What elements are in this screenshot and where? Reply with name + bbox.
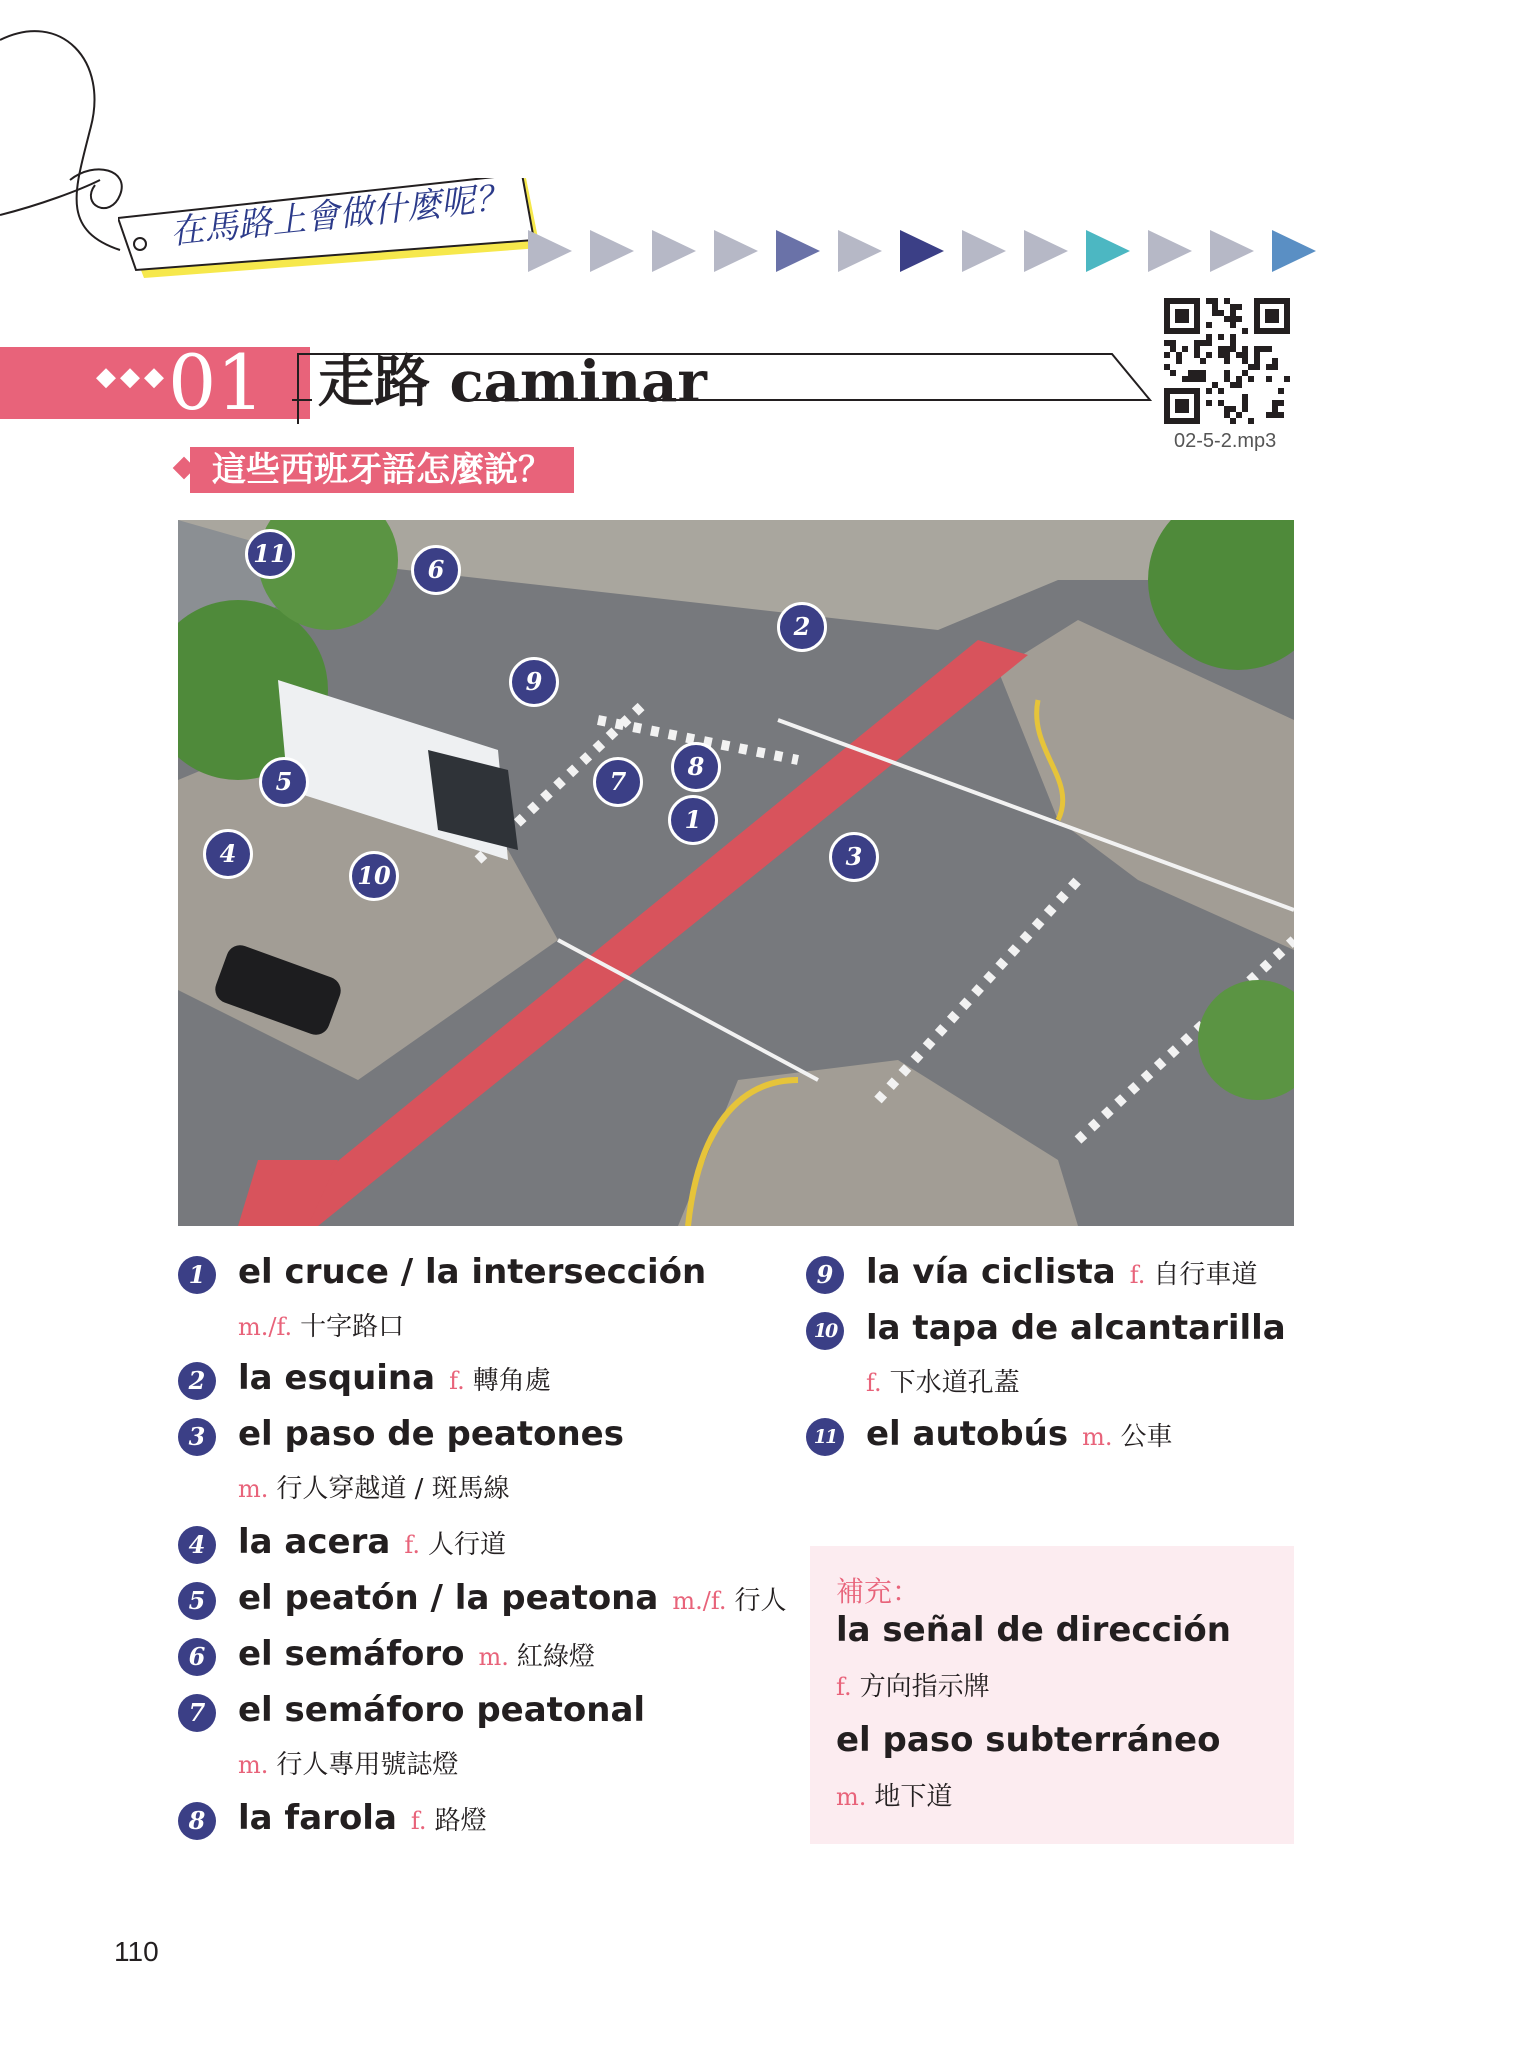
audio-filename: 02-5-2.mp3	[1174, 430, 1277, 452]
vocab-gender: m.	[1082, 1423, 1113, 1451]
supplement-meaning: 方向指示牌	[859, 1672, 990, 1702]
triangle-decoration	[838, 230, 882, 272]
vocab-term: el paso de peatones	[238, 1414, 624, 1454]
vocab-number-badge: 1	[178, 1256, 216, 1294]
triangle-decoration	[1210, 230, 1254, 272]
vocab-number-badge: 10	[806, 1312, 844, 1350]
header-dots: ◆◆◆	[96, 362, 168, 392]
vocab-number-badge: 4	[178, 1526, 216, 1564]
photo-marker-1: 1	[668, 795, 718, 845]
vocab-number-badge: 5	[178, 1582, 216, 1620]
photo-marker-6: 6	[411, 545, 461, 595]
triangle-decoration	[776, 230, 820, 272]
vocab-term: la acera	[238, 1522, 391, 1562]
vocab-number-badge: 8	[178, 1802, 216, 1840]
photo-marker-4: 4	[203, 829, 253, 879]
triangle-decoration	[652, 230, 696, 272]
qr-code[interactable]	[1164, 298, 1290, 424]
vocab-meaning: 行人穿越道 / 斑馬線	[276, 1474, 510, 1504]
vocab-gender: m.	[478, 1643, 509, 1671]
vocab-gender: f.	[1129, 1261, 1146, 1289]
vocab-gender: m.	[238, 1751, 269, 1779]
vocab-meaning: 行人	[734, 1586, 787, 1616]
vocab-term: el autobús	[866, 1414, 1069, 1454]
vocab-meaning: 行人專用號誌燈	[276, 1750, 459, 1780]
triangle-decoration	[1272, 230, 1316, 272]
vocab-gender: f.	[449, 1367, 465, 1395]
photo-marker-11: 11	[245, 529, 295, 579]
vocab-term: el semáforo peatonal	[238, 1690, 646, 1730]
intersection-photo	[178, 520, 1294, 1226]
triangle-decoration	[1148, 230, 1192, 272]
photo-marker-2: 2	[777, 602, 827, 652]
lesson-title: 走路 caminar	[318, 349, 707, 415]
photo-marker-5: 5	[259, 757, 309, 807]
photo-marker-10: 10	[349, 851, 399, 901]
section-subheader: 這些西班牙語怎麼說？	[190, 447, 574, 493]
photo-marker-7: 7	[593, 757, 643, 807]
triangle-decoration	[590, 230, 634, 272]
vocab-number-badge: 2	[178, 1362, 216, 1400]
vocab-gender: f.	[410, 1807, 427, 1835]
supplement-definition	[836, 1666, 990, 1703]
vocab-number-badge: 9	[806, 1256, 844, 1294]
vocab-meaning: 轉角處	[472, 1366, 551, 1396]
intersection-illustration	[178, 520, 1294, 1226]
photo-marker-3: 3	[829, 832, 879, 882]
supplement-gender: m.	[836, 1783, 867, 1811]
vocab-meaning: 紅綠燈	[516, 1642, 595, 1672]
vocab-meaning: 人行道	[427, 1530, 506, 1560]
supplement-meaning: 地下道	[874, 1782, 953, 1812]
supplement-definition	[836, 1776, 952, 1813]
triangle-decoration	[1086, 230, 1130, 272]
page-number: 110	[114, 1936, 159, 1967]
vocab-meaning: 下水道孔蓋	[889, 1368, 1020, 1398]
vocab-meaning: 公車	[1120, 1422, 1173, 1452]
supplement-label: 補充：	[836, 1575, 921, 1608]
triangle-decoration	[900, 230, 944, 272]
supplement-term: el paso subterráneo	[836, 1720, 1221, 1760]
vocab-term: el peatón / la peatona	[238, 1578, 659, 1618]
vocab-meaning: 路燈	[434, 1806, 487, 1836]
vocab-number-badge: 7	[178, 1694, 216, 1732]
vocab-meaning: 自行車道	[1153, 1260, 1258, 1290]
vocab-gender: m./f.	[672, 1587, 727, 1615]
vocab-number-badge: 3	[178, 1418, 216, 1456]
vocab-term: la farola	[238, 1798, 397, 1838]
lesson-number: 01	[168, 338, 265, 427]
vocab-number-badge: 6	[178, 1638, 216, 1676]
triangle-decoration-row	[528, 230, 1348, 272]
vocab-term: la vía ciclista	[866, 1252, 1116, 1292]
supplement-gender: f.	[836, 1673, 852, 1701]
triangle-decoration	[1024, 230, 1068, 272]
vocab-number-badge: 11	[806, 1418, 844, 1456]
triangle-decoration	[714, 230, 758, 272]
vocab-term: la tapa de alcantarilla	[866, 1308, 1286, 1348]
photo-marker-8: 8	[671, 742, 721, 792]
topic-tag-text: 在馬路上會做什麼呢？	[168, 177, 511, 253]
vocab-gender: m.	[238, 1475, 269, 1503]
vocab-meaning: 十字路口	[300, 1312, 405, 1342]
vocab-gender: f.	[404, 1531, 420, 1559]
vocab-gender: m./f.	[238, 1313, 293, 1341]
supplement-term: la señal de dirección	[836, 1610, 1231, 1650]
triangle-decoration	[528, 230, 572, 272]
triangle-decoration	[962, 230, 1006, 272]
vocab-gender: f.	[866, 1369, 882, 1397]
vocab-term: la esquina	[238, 1358, 436, 1398]
photo-marker-9: 9	[509, 657, 559, 707]
vocab-term: el semáforo	[238, 1634, 465, 1674]
vocab-term: el cruce / la intersección	[238, 1252, 707, 1292]
